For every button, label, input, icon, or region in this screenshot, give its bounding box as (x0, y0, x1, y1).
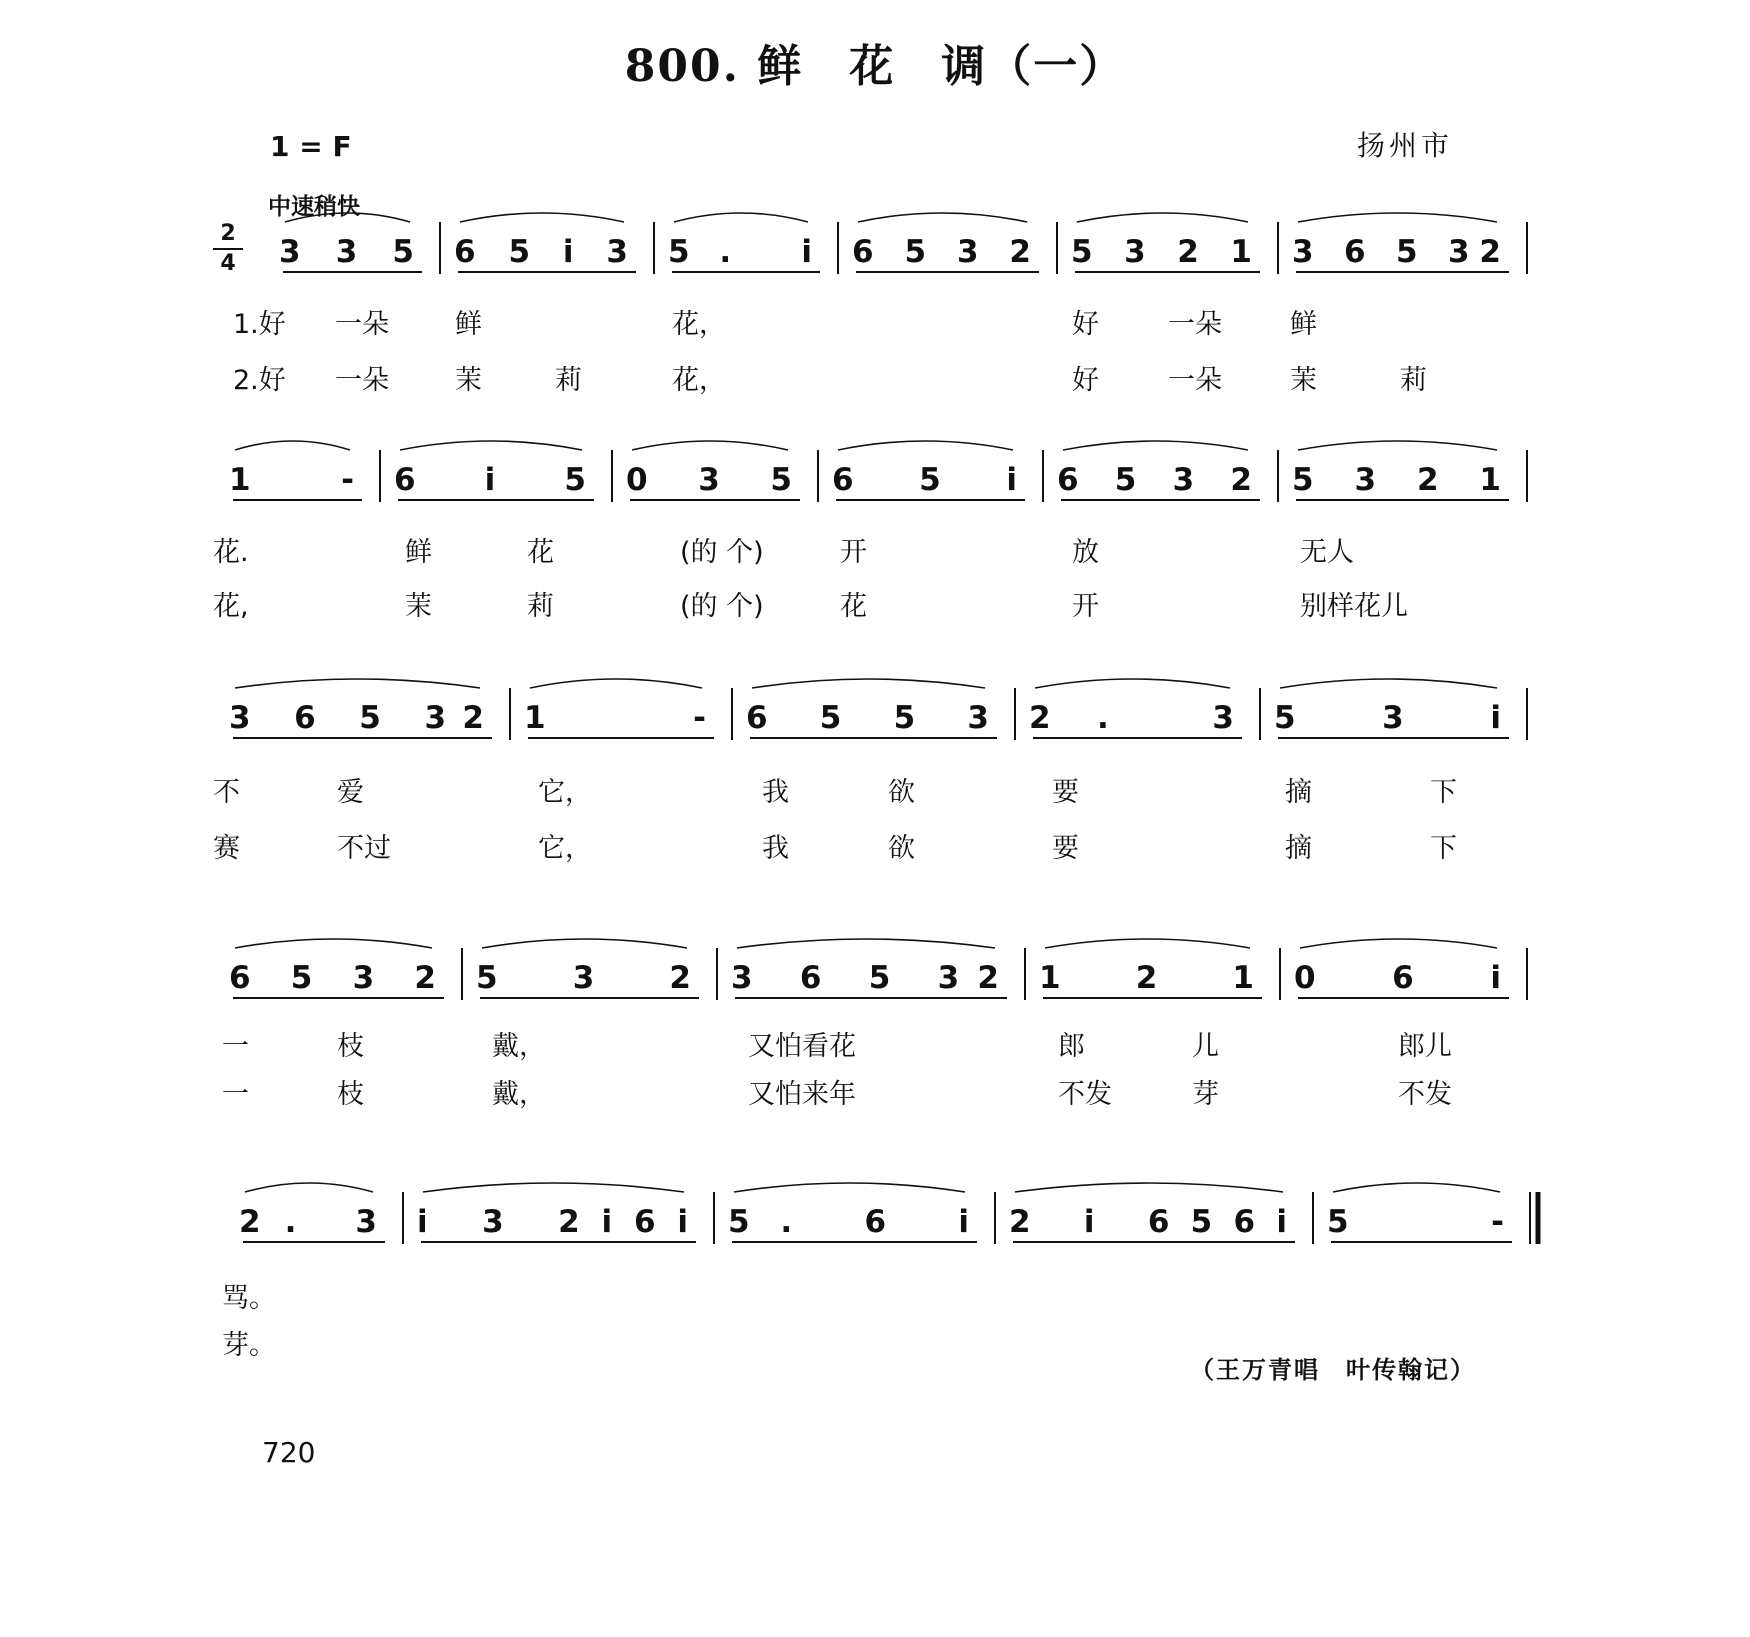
lyric-syllable: 鲜 (455, 309, 482, 340)
lyric-syllable: 摘 (1285, 777, 1312, 808)
lyric-syllable: 下 (1430, 777, 1457, 808)
slur-mark (235, 679, 480, 688)
slur-mark (858, 213, 1027, 222)
lyric-syllable: 枝 (337, 1031, 364, 1062)
measure-notes: 5 3 2 1 (1071, 234, 1252, 270)
lyric-syllable: 花, (213, 591, 249, 622)
lyric-syllable: 好 (1072, 365, 1099, 396)
slur-mark (1077, 213, 1248, 222)
performer-credit: （王万青唱 叶传翰记） (1190, 1356, 1476, 1384)
lyric-syllable: 它， (538, 777, 592, 808)
lyric-syllable: 芽 (1192, 1079, 1219, 1110)
lyric-syllable: 莉 (1400, 365, 1427, 396)
measure-notes: 3 6 5 32 (731, 960, 999, 996)
measure-notes: 5 3 2 1 (1292, 462, 1501, 498)
slur-mark (1063, 441, 1248, 450)
lyric-syllable: 好 (1072, 309, 1099, 340)
slur-mark (285, 213, 410, 222)
measure-notes: 1 - (229, 462, 354, 498)
lyric-syllable: 一朵 (335, 309, 389, 340)
measure-notes: 5 - (1327, 1204, 1504, 1240)
slur-mark (460, 213, 624, 222)
lyric-syllable: 莉 (527, 591, 554, 622)
slur-mark (482, 939, 687, 948)
lyric-syllable: 2.好 (233, 365, 286, 396)
measure-notes: 2. 3 (1029, 700, 1234, 736)
song-title: 800. 鲜 花 调（一） (624, 41, 1126, 92)
measure-notes: 2. 3 (239, 1204, 377, 1240)
lyric-syllable: 郎儿 (1398, 1031, 1452, 1062)
time-signature-top: 2 (213, 222, 243, 250)
measure-notes: 0 3 5 (626, 462, 792, 498)
lyric-syllable: 一朵 (1168, 365, 1222, 396)
slur-mark (1280, 679, 1497, 688)
measure-notes: 6 5 3 2 (852, 234, 1031, 270)
lyric-syllable: 茉 (405, 591, 432, 622)
lyric-syllable: (的 个) (680, 537, 764, 568)
lyric-syllable: 我 (762, 833, 789, 864)
slur-mark (400, 441, 582, 450)
lyric-syllable: 郎 (1058, 1031, 1085, 1062)
measure-notes: 5. i (668, 234, 812, 270)
measure-notes: 6 5 i (832, 462, 1017, 498)
measure-notes: 3 6 5 32 (1292, 234, 1501, 270)
slur-mark (530, 679, 702, 688)
measure-notes: 0 6 i (1294, 960, 1501, 996)
measure-notes: 5. 6 i (728, 1204, 969, 1240)
region-label: 扬州市 (1357, 129, 1454, 162)
lyric-syllable: 花， (672, 309, 726, 340)
lyric-syllable: 又怕看花 (748, 1031, 856, 1062)
time-signature-bottom: 4 (220, 251, 236, 276)
lyric-syllable: 枝 (337, 1079, 364, 1110)
lyric-syllable: 开 (1072, 591, 1099, 622)
lyric-syllable: 戴， (492, 1079, 546, 1110)
lyric-syllable: 要 (1052, 833, 1079, 864)
measure-notes: 1 2 1 (1039, 960, 1254, 996)
lyric-syllable: 开 (840, 537, 867, 568)
lyric-syllable: 不过 (337, 833, 391, 864)
measure-notes: 5 3 2 (476, 960, 691, 996)
lyric-syllable: 欲 (888, 833, 915, 864)
lyric-syllable: (的 个) (680, 591, 764, 622)
lyric-syllable: 一朵 (1168, 309, 1222, 340)
lyric-syllable: 茉 (1290, 365, 1317, 396)
lyric-syllable: 欲 (888, 777, 915, 808)
tempo-marking: 中速稍快 (268, 194, 360, 220)
lyric-syllable: 花 (840, 591, 867, 622)
slur-mark (235, 441, 350, 450)
measure-notes: 2 i 656i (1009, 1204, 1287, 1240)
lyric-syllable: 儿 (1192, 1031, 1219, 1062)
lyric-syllable: 莉 (555, 365, 582, 396)
slur-mark (235, 939, 432, 948)
lyric-syllable: 赛 (213, 833, 240, 864)
slur-mark (1298, 213, 1497, 222)
lyric-syllable: 花 (527, 537, 554, 568)
slur-mark (632, 441, 788, 450)
slur-mark (1015, 1183, 1283, 1192)
lyric-syllable: 不发 (1398, 1079, 1452, 1110)
slur-mark (752, 679, 985, 688)
lyric-syllable: 别样花儿 (1300, 591, 1408, 622)
lyric-syllable: 无人 (1300, 537, 1354, 568)
lyric-syllable: 一朵 (335, 365, 389, 396)
lyric-syllable: 又怕来年 (748, 1079, 856, 1110)
measure-notes: 6 5 3 2 (1057, 462, 1252, 498)
lyric-syllable: 花， (672, 365, 726, 396)
lyric-syllable: 花. (213, 537, 249, 568)
measure-notes: 6 i 5 (394, 462, 586, 498)
slur-mark (734, 1183, 965, 1192)
lyric-syllable: 戴， (492, 1031, 546, 1062)
measure-notes: 6 5 3 2 (229, 960, 436, 996)
lyric-syllable: 一 (222, 1031, 249, 1062)
lyric-syllable: 鲜 (1290, 309, 1317, 340)
measure-notes: 6 5 i 3 (454, 234, 628, 270)
lyric-syllable: 下 (1430, 833, 1457, 864)
slur-mark (737, 939, 995, 948)
measure-notes: i 3 2i6i (417, 1204, 688, 1240)
lyric-syllable: 要 (1052, 777, 1079, 808)
slur-mark (1333, 1183, 1500, 1192)
slur-mark (838, 441, 1013, 450)
lyric-syllable: 我 (762, 777, 789, 808)
slur-mark (674, 213, 808, 222)
lyric-syllable: 摘 (1285, 833, 1312, 864)
lyric-syllable: 芽。 (222, 1330, 276, 1361)
lyric-syllable: 不发 (1058, 1079, 1112, 1110)
lyric-syllable: 不 (213, 777, 240, 808)
slur-mark (1035, 679, 1230, 688)
lyric-syllable: 爱 (337, 777, 364, 808)
measure-notes: 5 3 i (1274, 700, 1501, 736)
measure-notes: 6 5 5 3 (746, 700, 989, 736)
slur-mark (423, 1183, 684, 1192)
measure-notes: 3 6 5 32 (229, 700, 484, 736)
lyric-syllable: 骂。 (222, 1283, 276, 1314)
measure-notes: 3 3 5 (279, 234, 414, 270)
lyric-syllable: 放 (1072, 537, 1099, 568)
slur-mark (1045, 939, 1250, 948)
slur-mark (1298, 441, 1497, 450)
key-signature: 1 = F (270, 130, 352, 163)
lyric-syllable: 茉 (455, 365, 482, 396)
lyric-syllable: 1.好 (233, 309, 286, 340)
page-number: 720 (262, 1436, 316, 1469)
measure-notes: 1 - (524, 700, 706, 736)
slur-mark (1300, 939, 1497, 948)
slur-mark (245, 1183, 373, 1192)
lyric-syllable: 鲜 (405, 537, 432, 568)
lyric-syllable: 一 (222, 1079, 249, 1110)
lyric-syllable: 它， (538, 833, 592, 864)
